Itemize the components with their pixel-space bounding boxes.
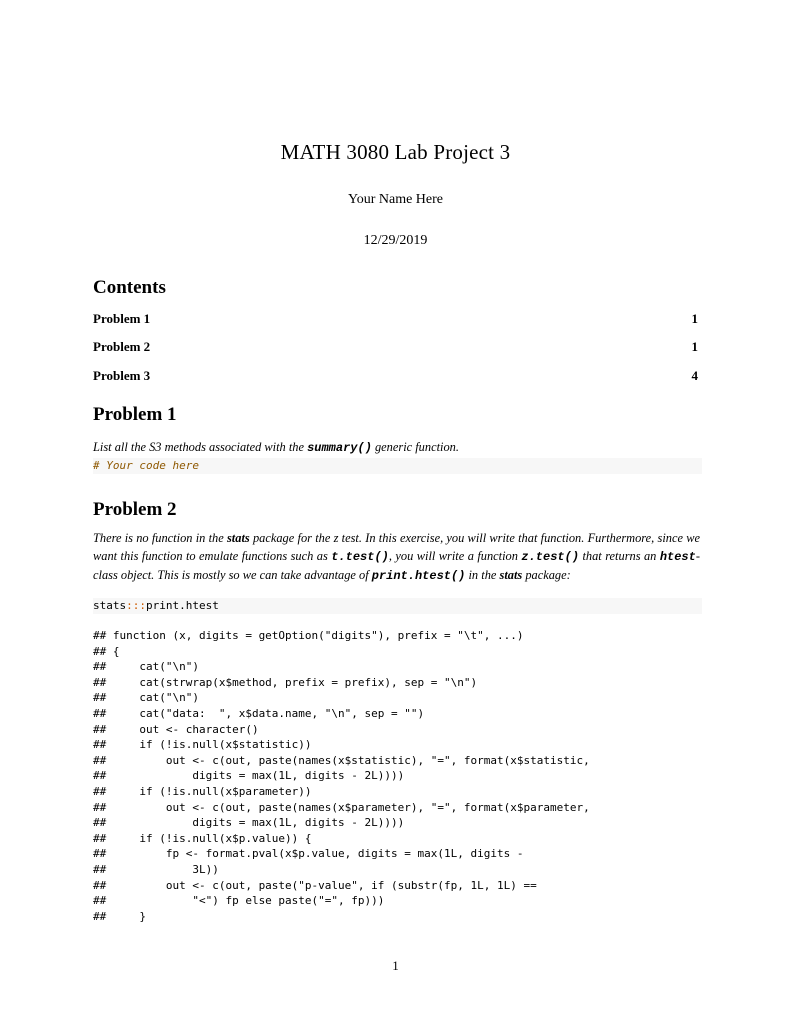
code-operator: ::: (126, 599, 146, 612)
code-output-block (93, 628, 713, 924)
toc-entry-page: 1 (691, 339, 698, 354)
output-line: ## cat("\n") (93, 691, 199, 705)
output-line: ## cat("data: ", x$data.name, "\n", sep = "") (93, 706, 425, 720)
problem2-text-part: package: (522, 568, 571, 582)
output-line: ## digits = max(1L, digits - 2L)))) (93, 769, 405, 783)
output-line: ## } (93, 909, 146, 923)
problem2-text-part: in (465, 568, 479, 582)
toc-entry-page: 1 (691, 311, 698, 326)
inline-code-ttest: t.test() (331, 550, 389, 564)
problem1-text (93, 438, 700, 457)
inline-code-htest: htest (659, 550, 696, 564)
inline-code-ztest: z.test() (521, 550, 580, 564)
toc-entry-label[interactable]: Problem 1 (93, 311, 151, 326)
output-line: ## if (!is.null(x$p.value)) { (93, 831, 312, 845)
problem2-text-part: Furthermore, since we want this function to emulate functions such as (93, 531, 700, 563)
problem2-text-part: package for the z test. In this exercise, you will write that function. (249, 531, 585, 545)
stats-package-name: stats (499, 568, 523, 582)
document-author: Your Name Here (348, 192, 443, 207)
output-line: ## out <- c(out, paste("p-value", if (substr(fp, 1L, 1L) == (93, 878, 537, 892)
output-line: ## cat(strwrap(x$method, prefix = prefix), sep = "\n") (93, 675, 478, 689)
code-namespace: stats (93, 599, 127, 612)
output-line: ## fp <- format.pval(x$p.value, digits = max(1L, digits - (93, 847, 524, 861)
document-title: MATH 3080 Lab Project 3 (280, 140, 511, 164)
problem1-text-part: List all the S3 methods associated with the (93, 440, 308, 454)
inline-code-print-htest: print.htest() (371, 569, 466, 583)
toc-entry-label[interactable]: Problem 2 (93, 339, 151, 354)
problem1-heading: Problem 1 (93, 404, 177, 425)
toc-entry-label[interactable]: Problem 3 (93, 368, 151, 383)
toc-entry-page: 4 (691, 368, 698, 383)
problem1-text-part: generic function. (371, 440, 459, 454)
output-line: ## digits = max(1L, digits - 2L)))) (93, 816, 405, 830)
output-line: ## out <- c(out, paste(names(x$parameter), "=", format(x$parameter, (93, 800, 590, 814)
output-line: ## 3L)) (93, 862, 219, 876)
problem1-code-chunk (93, 458, 702, 474)
output-line: ## if (!is.null(x$statistic)) (93, 738, 312, 752)
document-date: 12/29/2019 (363, 233, 428, 248)
output-line: ## out <- c(out, paste(names(x$statistic), "=", format(x$statistic, (93, 753, 590, 767)
code-comment: # Your code here (93, 459, 199, 472)
problem2-text (93, 529, 700, 585)
output-line: ## out <- character() (93, 722, 259, 736)
problem2-text-part: that returns an (579, 549, 660, 563)
problem2-text-part: the (481, 568, 500, 582)
problem2-text-part: , you will write a function (388, 549, 518, 563)
toc-entry[interactable] (93, 311, 698, 329)
problem2-heading: Problem 2 (93, 499, 177, 520)
output-line: ## cat("\n") (93, 660, 199, 674)
output-line: ## function (x, digits = getOption("digits"), prefix = "\t", ...) (93, 629, 524, 642)
toc-entry[interactable] (93, 339, 698, 357)
code-function-name: print.htest (146, 599, 219, 612)
problem2-code-chunk (93, 598, 702, 614)
contents-heading: Contents (93, 277, 166, 298)
stats-package-name: stats (226, 531, 250, 545)
problem2-text-part: There is no function in the (93, 531, 227, 545)
page-number: 1 (392, 958, 399, 973)
problem2-text-part: -class object. This is mostly so we can take advantage of (93, 549, 700, 582)
inline-code-summary: summary() (307, 441, 372, 455)
output-line: ## "<") fp else paste("=", fp))) (93, 894, 385, 908)
output-line: ## if (!is.null(x$parameter)) (93, 784, 312, 798)
output-line: ## { (93, 644, 120, 658)
toc-entry[interactable] (93, 368, 698, 386)
